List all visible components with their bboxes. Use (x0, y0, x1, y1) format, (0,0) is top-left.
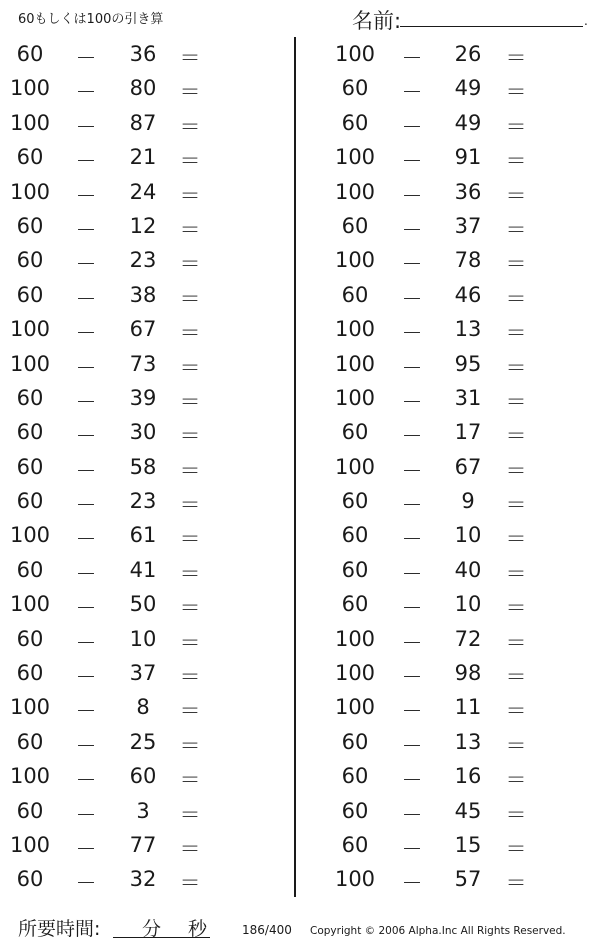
minus-sign: － (75, 802, 97, 827)
equals-sign: ＝ (505, 596, 527, 621)
subtrahend: 49 (454, 76, 482, 101)
problem-row (322, 106, 600, 140)
minuend: 100 (334, 145, 376, 170)
minuend: 100 (9, 832, 51, 857)
problem-row (322, 347, 600, 381)
minus-sign: － (401, 596, 423, 621)
problem-row (0, 690, 290, 724)
minus-sign: － (401, 561, 423, 586)
problem-row (0, 37, 290, 71)
problem-row (0, 106, 290, 140)
minuend: 60 (16, 145, 44, 170)
minuend: 60 (16, 248, 44, 273)
minuend: 100 (334, 248, 376, 273)
equals-sign: ＝ (179, 46, 201, 70)
minutes-label: 分 (142, 918, 162, 940)
subtrahend: 11 (454, 695, 482, 720)
problem-row (322, 518, 600, 552)
copyright-notice: Copyright © 2006 Alpha.Inc All Rights Reserved. (310, 925, 566, 937)
equals-sign: ＝ (179, 561, 201, 586)
subtrahend: 36 (129, 42, 157, 66)
name-input-line[interactable] (400, 26, 583, 27)
minuend: 60 (16, 420, 44, 445)
subtrahend: 61 (129, 523, 157, 548)
subtrahend: 91 (454, 145, 482, 170)
worksheet-title: 60もしくは100の引き算 (18, 12, 164, 27)
problem-row (322, 484, 600, 518)
equals-sign: ＝ (179, 183, 201, 208)
minuend: 100 (9, 110, 51, 135)
equals-sign: ＝ (505, 836, 527, 861)
subtrahend: 78 (454, 248, 482, 273)
minuend: 100 (9, 179, 51, 204)
equals-sign: ＝ (505, 458, 527, 483)
minus-sign: － (75, 527, 97, 552)
minus-sign: － (401, 665, 423, 690)
problem-row (322, 312, 600, 346)
minus-sign: － (75, 630, 97, 655)
problem-row (322, 862, 600, 896)
subtrahend: 37 (129, 661, 157, 686)
subtrahend: 32 (129, 867, 157, 892)
problem-row (0, 484, 290, 518)
minuend: 60 (341, 592, 369, 617)
time-label: 所要時間: (18, 918, 101, 940)
name-label: 名前: (352, 9, 402, 33)
problem-row (0, 725, 290, 759)
subtrahend: 57 (454, 867, 482, 892)
equals-sign: ＝ (505, 493, 527, 518)
subtrahend: 98 (454, 661, 482, 686)
problem-row (0, 347, 290, 381)
problem-row (322, 828, 600, 862)
minus-sign: － (75, 252, 97, 277)
column-divider (294, 37, 296, 897)
subtrahend: 67 (129, 317, 157, 342)
equals-sign: ＝ (505, 699, 527, 724)
minus-sign: － (401, 733, 423, 758)
minus-sign: － (401, 217, 423, 242)
equals-sign: ＝ (179, 630, 201, 655)
minuend: 60 (341, 489, 369, 514)
minus-sign: － (401, 114, 423, 139)
minus-sign: － (75, 699, 97, 724)
problem-row (322, 553, 600, 587)
minuend: 60 (16, 282, 44, 307)
minus-sign: － (401, 80, 423, 105)
equals-sign: ＝ (179, 493, 201, 518)
equals-sign: ＝ (179, 665, 201, 690)
minus-sign: － (401, 321, 423, 346)
minuend: 100 (334, 626, 376, 651)
problem-row (0, 140, 290, 174)
minus-sign: － (401, 286, 423, 311)
equals-sign: ＝ (179, 699, 201, 724)
problem-row (322, 71, 600, 105)
minus-sign: － (401, 389, 423, 414)
equals-sign: ＝ (179, 114, 201, 139)
minus-sign: － (75, 80, 97, 105)
minus-sign: － (75, 183, 97, 208)
subtrahend: 40 (454, 557, 482, 582)
subtrahend: 45 (454, 798, 482, 823)
problem-row (322, 450, 600, 484)
subtrahend: 37 (454, 213, 482, 238)
minus-sign: － (75, 561, 97, 586)
seconds-label: 秒 (188, 918, 208, 940)
minuend: 60 (16, 385, 44, 410)
equals-sign: ＝ (505, 871, 527, 896)
problem-row (0, 243, 290, 277)
equals-sign: ＝ (179, 389, 201, 414)
equals-sign: ＝ (505, 114, 527, 139)
minuend: 60 (16, 626, 44, 651)
problem-row (322, 794, 600, 828)
equals-sign: ＝ (505, 802, 527, 827)
minuend: 60 (341, 110, 369, 135)
subtrahend: 13 (454, 317, 482, 342)
minus-sign: － (75, 733, 97, 758)
equals-sign: ＝ (179, 836, 201, 861)
equals-sign: ＝ (505, 768, 527, 793)
subtrahend: 87 (129, 110, 157, 135)
minuend: 60 (341, 764, 369, 789)
minus-sign: － (75, 114, 97, 139)
minuend: 60 (16, 798, 44, 823)
equals-sign: ＝ (179, 286, 201, 311)
problem-row (0, 175, 290, 209)
equals-sign: ＝ (179, 80, 201, 105)
minus-sign: － (75, 46, 97, 70)
name-line-end: . (584, 14, 588, 28)
equals-sign: ＝ (179, 321, 201, 346)
subtrahend: 23 (129, 248, 157, 273)
problem-row (322, 175, 600, 209)
minus-sign: － (401, 871, 423, 896)
subtrahend: 46 (454, 282, 482, 307)
minuend: 60 (16, 454, 44, 479)
equals-sign: ＝ (505, 286, 527, 311)
equals-sign: ＝ (179, 733, 201, 758)
minuend: 100 (334, 317, 376, 342)
minuend: 100 (9, 764, 51, 789)
minuend: 60 (16, 867, 44, 892)
minus-sign: － (75, 871, 97, 896)
minus-sign: － (401, 699, 423, 724)
subtrahend: 39 (129, 385, 157, 410)
equals-sign: ＝ (505, 561, 527, 586)
equals-sign: ＝ (179, 871, 201, 896)
problem-row (0, 622, 290, 656)
subtrahend: 41 (129, 557, 157, 582)
subtrahend: 12 (129, 213, 157, 238)
equals-sign: ＝ (505, 321, 527, 346)
minus-sign: － (75, 389, 97, 414)
minuend: 100 (334, 661, 376, 686)
problem-row (322, 656, 600, 690)
equals-sign: ＝ (505, 665, 527, 690)
left-problem-column (0, 37, 290, 897)
minuend: 60 (341, 798, 369, 823)
subtrahend: 26 (454, 42, 482, 66)
minuend: 100 (334, 454, 376, 479)
problem-row (0, 759, 290, 793)
minus-sign: － (401, 493, 423, 518)
minuend: 100 (334, 179, 376, 204)
right-problem-column (322, 37, 600, 897)
minuend: 60 (341, 832, 369, 857)
minus-sign: － (401, 355, 423, 380)
problem-row (322, 278, 600, 312)
minus-sign: － (401, 424, 423, 449)
equals-sign: ＝ (505, 217, 527, 242)
minuend: 100 (9, 695, 51, 720)
minuend: 100 (334, 42, 376, 66)
subtrahend: 50 (129, 592, 157, 617)
minus-sign: － (75, 149, 97, 174)
equals-sign: ＝ (179, 424, 201, 449)
equals-sign: ＝ (179, 802, 201, 827)
minuend: 60 (341, 282, 369, 307)
subtrahend: 8 (136, 695, 150, 720)
subtrahend: 15 (454, 832, 482, 857)
minus-sign: － (75, 458, 97, 483)
problem-row (0, 312, 290, 346)
subtrahend: 72 (454, 626, 482, 651)
minuend: 100 (9, 317, 51, 342)
minuend: 100 (334, 867, 376, 892)
problem-row (322, 243, 600, 277)
equals-sign: ＝ (505, 527, 527, 552)
subtrahend: 73 (129, 351, 157, 376)
problem-row (322, 209, 600, 243)
equals-sign: ＝ (505, 80, 527, 105)
minus-sign: － (75, 355, 97, 380)
minus-sign: － (75, 665, 97, 690)
minuend: 60 (16, 489, 44, 514)
minuend: 60 (16, 729, 44, 754)
minuend: 100 (9, 523, 51, 548)
minuend: 60 (341, 729, 369, 754)
problem-row (322, 622, 600, 656)
problem-row (0, 828, 290, 862)
problem-row (0, 587, 290, 621)
minuend: 60 (341, 76, 369, 101)
minus-sign: － (75, 768, 97, 793)
subtrahend: 58 (129, 454, 157, 479)
minuend: 60 (341, 523, 369, 548)
equals-sign: ＝ (505, 389, 527, 414)
minus-sign: － (401, 458, 423, 483)
subtrahend: 80 (129, 76, 157, 101)
equals-sign: ＝ (505, 149, 527, 174)
minus-sign: － (401, 768, 423, 793)
equals-sign: ＝ (179, 458, 201, 483)
problem-row (322, 381, 600, 415)
equals-sign: ＝ (179, 768, 201, 793)
minus-sign: － (75, 321, 97, 346)
problem-row (0, 278, 290, 312)
problem-row (0, 381, 290, 415)
problem-row (322, 415, 600, 449)
equals-sign: ＝ (179, 355, 201, 380)
equals-sign: ＝ (179, 596, 201, 621)
problem-row (322, 37, 600, 71)
subtrahend: 21 (129, 145, 157, 170)
subtrahend: 10 (129, 626, 157, 651)
problem-row (322, 690, 600, 724)
problem-row (0, 794, 290, 828)
subtrahend: 10 (454, 592, 482, 617)
equals-sign: ＝ (179, 149, 201, 174)
minuend: 100 (334, 695, 376, 720)
equals-sign: ＝ (505, 46, 527, 70)
subtrahend: 13 (454, 729, 482, 754)
minuend: 100 (9, 76, 51, 101)
problem-row (0, 71, 290, 105)
equals-sign: ＝ (179, 252, 201, 277)
subtrahend: 38 (129, 282, 157, 307)
minuend: 60 (341, 420, 369, 445)
equals-sign: ＝ (505, 183, 527, 208)
minus-sign: － (401, 527, 423, 552)
subtrahend: 49 (454, 110, 482, 135)
minuend: 60 (341, 557, 369, 582)
equals-sign: ＝ (505, 424, 527, 449)
minus-sign: － (75, 836, 97, 861)
minuend: 100 (9, 351, 51, 376)
subtrahend: 10 (454, 523, 482, 548)
subtrahend: 9 (461, 489, 475, 514)
subtrahend: 60 (129, 764, 157, 789)
problem-row (0, 656, 290, 690)
minuend: 60 (16, 213, 44, 238)
minuend: 100 (9, 592, 51, 617)
minuend: 60 (341, 213, 369, 238)
minuend: 60 (16, 661, 44, 686)
subtrahend: 77 (129, 832, 157, 857)
problem-row (322, 725, 600, 759)
subtrahend: 95 (454, 351, 482, 376)
subtrahend: 25 (129, 729, 157, 754)
equals-sign: ＝ (505, 733, 527, 758)
problem-row (0, 862, 290, 896)
minus-sign: － (401, 836, 423, 861)
minus-sign: － (401, 46, 423, 70)
minuend: 100 (334, 385, 376, 410)
subtrahend: 17 (454, 420, 482, 445)
subtrahend: 30 (129, 420, 157, 445)
problem-row (322, 587, 600, 621)
subtrahend: 24 (129, 179, 157, 204)
minus-sign: － (401, 149, 423, 174)
problem-row (322, 759, 600, 793)
equals-sign: ＝ (505, 355, 527, 380)
subtrahend: 36 (454, 179, 482, 204)
problem-row (0, 553, 290, 587)
minus-sign: － (401, 802, 423, 827)
minus-sign: － (401, 183, 423, 208)
subtrahend: 16 (454, 764, 482, 789)
minuend: 100 (334, 351, 376, 376)
subtrahend: 67 (454, 454, 482, 479)
minus-sign: － (401, 252, 423, 277)
page-number: 186/400 (242, 923, 292, 937)
equals-sign: ＝ (179, 217, 201, 242)
subtrahend: 3 (136, 798, 150, 823)
equals-sign: ＝ (505, 252, 527, 277)
problem-row (0, 450, 290, 484)
problem-row (0, 518, 290, 552)
minuend: 60 (16, 42, 44, 66)
minus-sign: － (75, 596, 97, 621)
minus-sign: － (401, 630, 423, 655)
minus-sign: － (75, 217, 97, 242)
problem-row (322, 140, 600, 174)
problem-row (0, 209, 290, 243)
equals-sign: ＝ (179, 527, 201, 552)
equals-sign: ＝ (505, 630, 527, 655)
minus-sign: － (75, 493, 97, 518)
minus-sign: － (75, 424, 97, 449)
minus-sign: － (75, 286, 97, 311)
minuend: 60 (16, 557, 44, 582)
subtrahend: 23 (129, 489, 157, 514)
problem-row (0, 415, 290, 449)
subtrahend: 31 (454, 385, 482, 410)
